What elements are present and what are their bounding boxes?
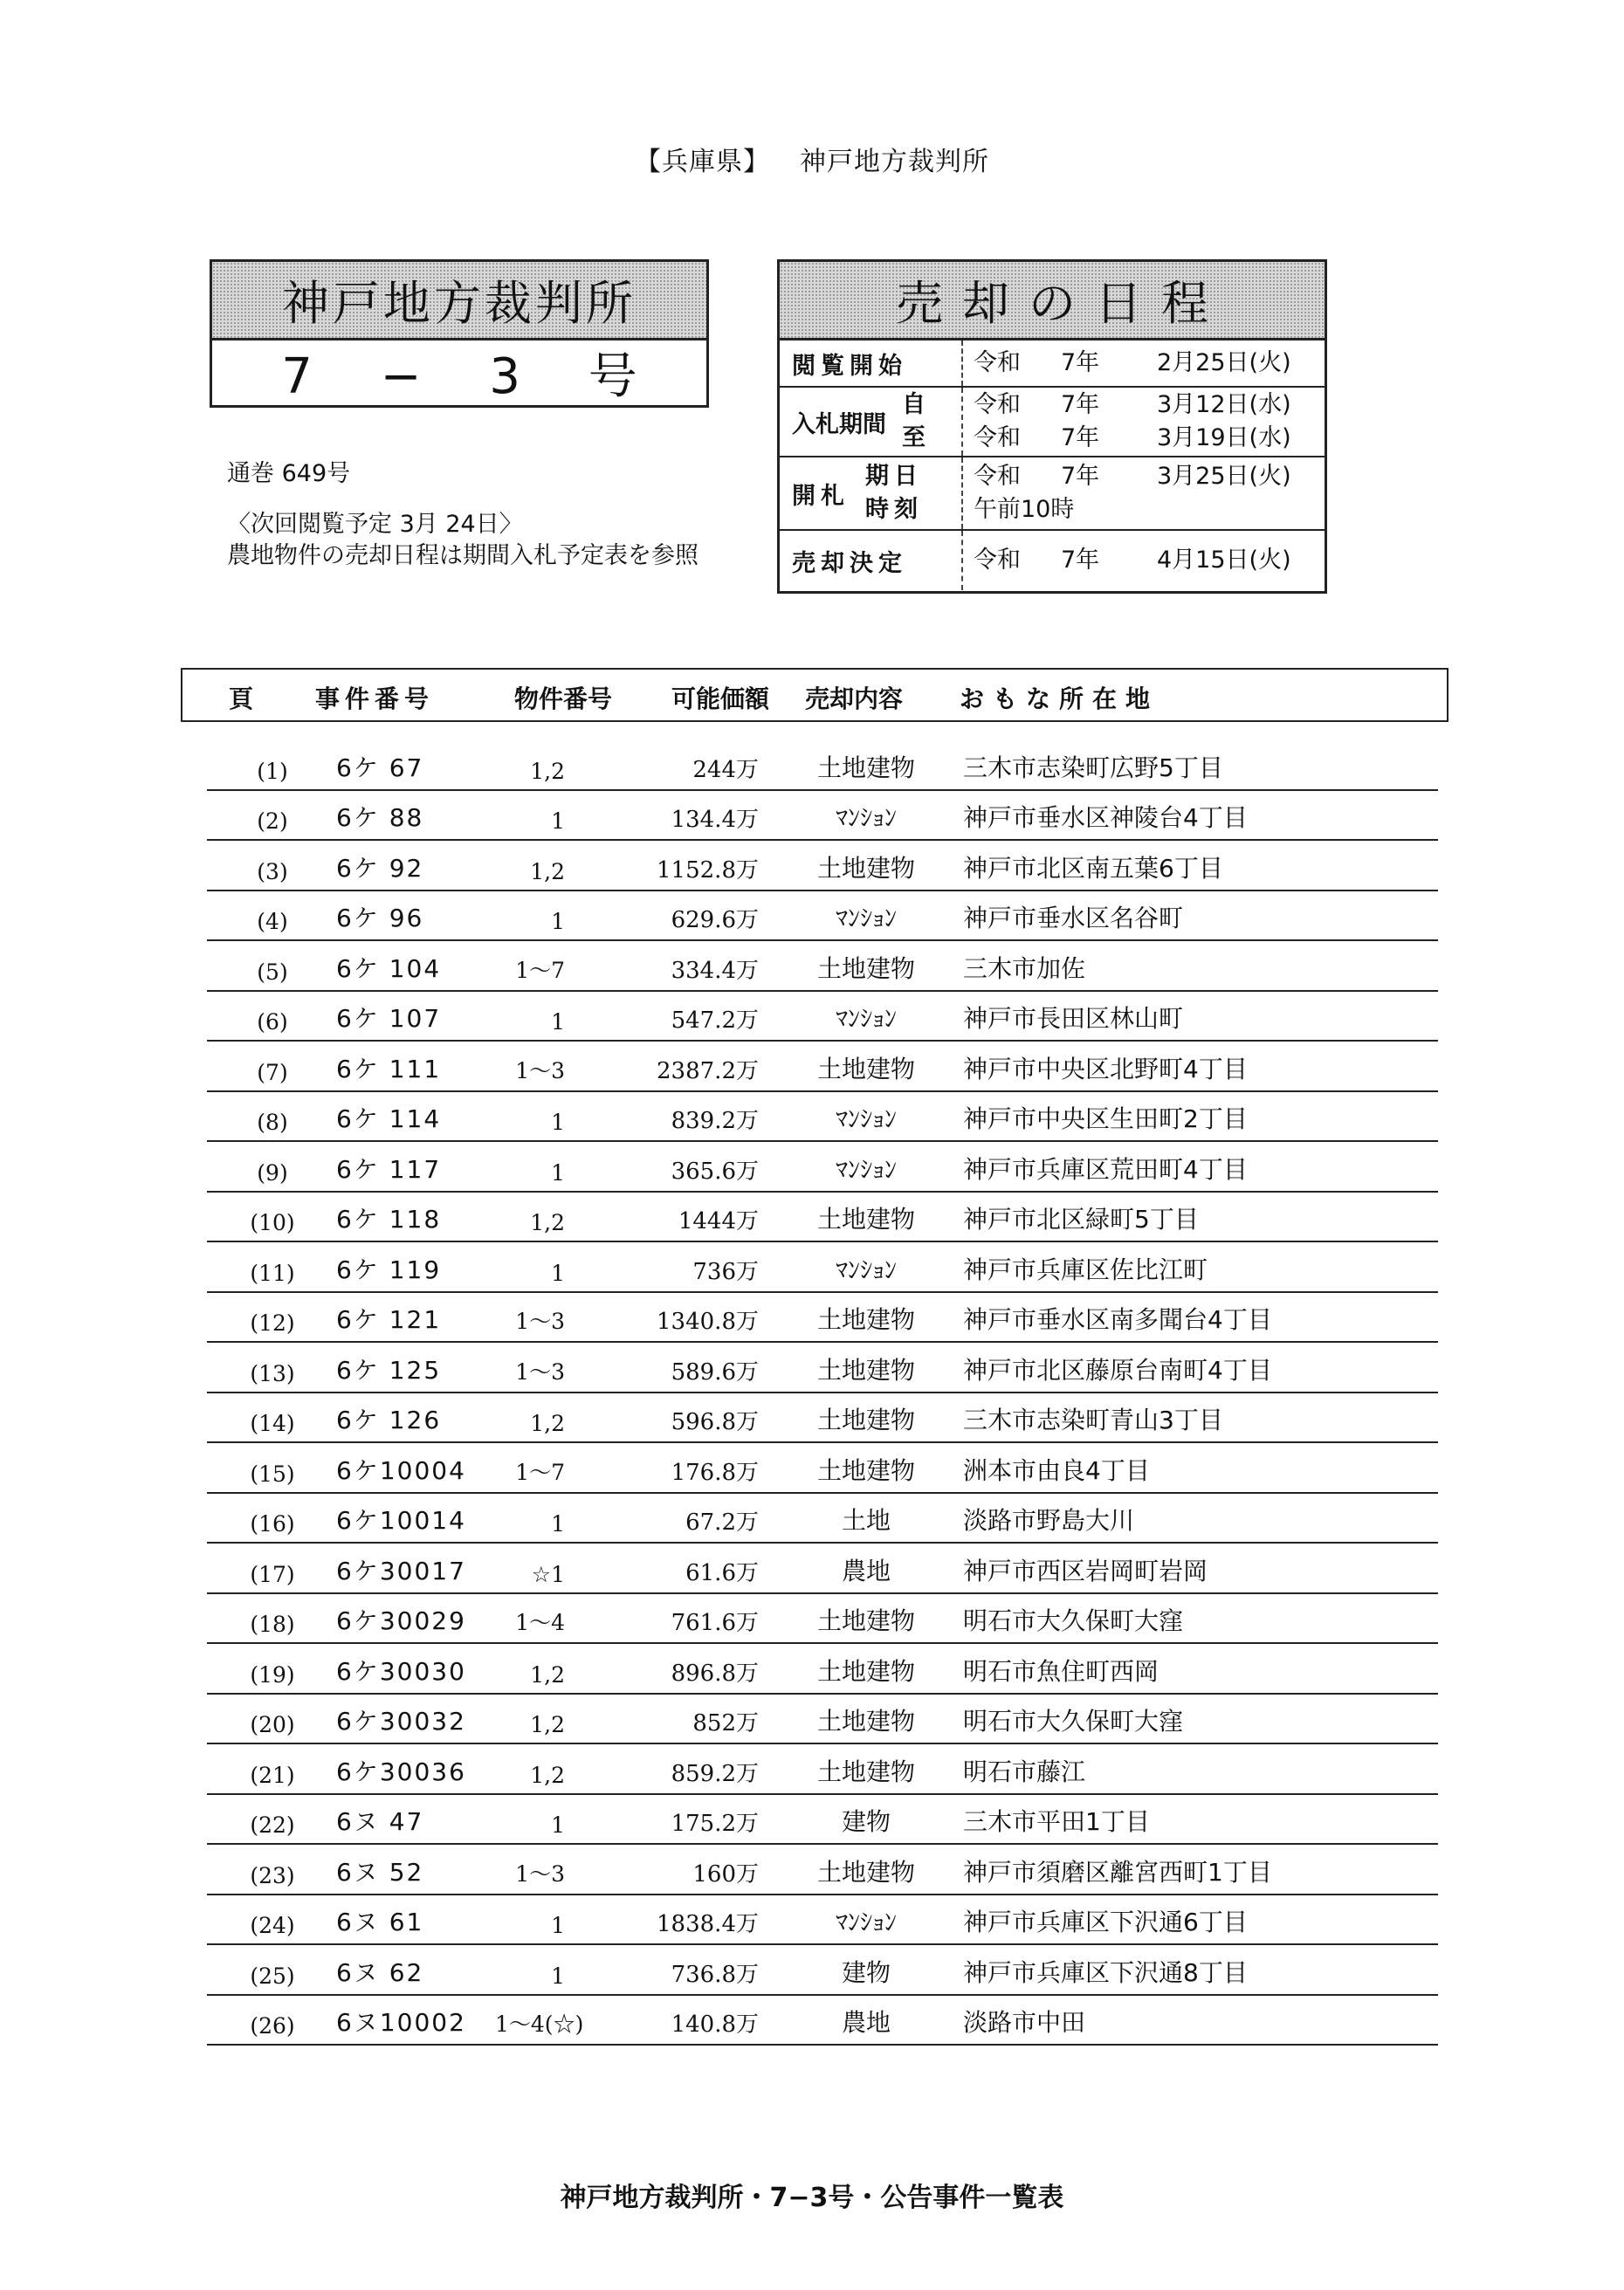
row-property-number: 1 — [551, 1511, 565, 1537]
table-row — [207, 1393, 1438, 1444]
header-case: 事件番号 — [315, 684, 435, 713]
prefecture-label: 【兵庫県】 — [635, 147, 770, 177]
row-property-number: 1〜7 — [515, 1459, 565, 1485]
header-kind: 売却内容 — [805, 684, 904, 713]
row-sale-type: ﾏﾝｼｮﾝ — [835, 1255, 897, 1284]
from-label: 自 — [902, 391, 931, 418]
row-case-number: 6ケ 121 — [336, 1305, 442, 1334]
row-property-number: 1 — [551, 1009, 565, 1035]
title-court: 神戸地方裁判所 — [212, 262, 706, 340]
row-page: (3) — [257, 858, 288, 884]
view-start-label: 閲覧開始 — [792, 352, 907, 380]
row-price: 761.6万 — [671, 1610, 759, 1636]
row-sale-type: ﾏﾝｼｮﾝ — [835, 1004, 897, 1033]
table-row — [207, 1092, 1438, 1143]
table-row — [207, 992, 1438, 1042]
row-price: 1444万 — [678, 1208, 759, 1234]
header-location: おもな所在地 — [960, 684, 1160, 713]
row-price: 859.2万 — [671, 1760, 759, 1787]
row-price: 1152.8万 — [657, 856, 759, 884]
row-case-number: 6ケ 111 — [336, 1054, 442, 1083]
row-property-number: 1〜3 — [515, 1309, 565, 1334]
table-row — [207, 1343, 1438, 1393]
row-price: 629.6万 — [671, 907, 759, 933]
header-prop: 物件番号 — [514, 684, 613, 713]
row-case-number: 6ケ 114 — [336, 1104, 442, 1133]
table-header — [181, 668, 1449, 722]
row-sale-type: ﾏﾝｼｮﾝ — [835, 904, 897, 932]
row-page: (16) — [250, 1511, 295, 1537]
row-location: 淡路市野島大川 — [963, 1506, 1135, 1535]
year: 7年 — [1061, 463, 1100, 490]
header-price: 可能価額 — [671, 684, 770, 713]
bid-period-label: 入札期間 — [792, 410, 886, 438]
row-location: 神戸市垂水区神陵台4丁目 — [963, 803, 1248, 832]
row-sale-type: 建物 — [841, 1957, 891, 1987]
row-property-number: 1,2 — [530, 1762, 565, 1788]
row-sale-type: 土地建物 — [816, 1757, 915, 1786]
row-price: 896.8万 — [671, 1660, 759, 1687]
row-price: 736万 — [692, 1258, 759, 1285]
title-issue: 7 − 3 号 — [281, 348, 664, 405]
opening-time: 午前10時 — [974, 496, 1075, 523]
table-row — [207, 1193, 1438, 1243]
row-case-number: 6ケ 126 — [336, 1406, 442, 1434]
era: 令和 — [974, 349, 1021, 376]
row-property-number: 1〜7 — [515, 957, 565, 983]
row-sale-type: 土地建物 — [816, 853, 915, 883]
row-page: (8) — [257, 1110, 288, 1135]
row-location: 神戸市北区藤原台南町4丁目 — [963, 1355, 1272, 1385]
row-sale-type: 土地建物 — [816, 753, 915, 782]
row-property-number: 1 — [551, 1913, 565, 1938]
decision-date: 4月15日(火) — [1157, 547, 1291, 574]
table-row — [207, 740, 1438, 791]
row-page: (2) — [257, 808, 288, 834]
row-case-number: 6ヌ 62 — [336, 1957, 424, 1987]
row-location: 明石市大久保町大窪 — [963, 1606, 1184, 1635]
row-sale-type: 農地 — [841, 1556, 891, 1585]
row-case-number: 6ケ30029 — [336, 1606, 466, 1635]
row-property-number: 1 — [551, 909, 565, 934]
row-case-number: 6ケ 67 — [336, 753, 424, 782]
row-page: (4) — [257, 909, 288, 934]
row-price: 61.6万 — [685, 1559, 759, 1586]
table-row — [207, 1242, 1438, 1293]
opening-label: 開札 — [792, 482, 850, 510]
row-case-number: 6ヌ 52 — [336, 1857, 424, 1887]
row-price: 334.4万 — [671, 957, 759, 984]
page-header — [0, 140, 1624, 178]
row-property-number: 1〜3 — [515, 1860, 565, 1887]
row-location: 神戸市須磨区離宮西町1丁目 — [963, 1857, 1272, 1887]
row-sale-type: 土地建物 — [816, 1606, 915, 1635]
row-price: 175.2万 — [671, 1811, 759, 1837]
row-page: (18) — [250, 1612, 295, 1637]
row-property-number: 1〜3 — [515, 1057, 565, 1083]
row-price: 1838.4万 — [657, 1911, 759, 1937]
row-page: (13) — [250, 1360, 295, 1386]
table-row — [207, 891, 1438, 942]
row-price: 839.2万 — [671, 1108, 759, 1134]
row-case-number: 6ヌ 61 — [336, 1908, 424, 1936]
table-row — [207, 1845, 1438, 1895]
row-page: (12) — [250, 1310, 295, 1336]
volume-number: 通巻 649号 — [227, 460, 351, 487]
row-case-number: 6ヌ 47 — [336, 1807, 424, 1836]
row-price: 67.2万 — [685, 1509, 759, 1536]
row-case-number: 6ケ 119 — [336, 1255, 442, 1284]
table-row — [207, 1744, 1438, 1795]
row-case-number: 6ケ 96 — [336, 904, 424, 932]
sale-schedule-box — [777, 259, 1327, 594]
row-location: 神戸市垂水区南多聞台4丁目 — [963, 1305, 1272, 1334]
row-property-number: 1 — [551, 1260, 565, 1286]
row-price: 365.6万 — [671, 1158, 759, 1185]
row-case-number: 6ケ 117 — [336, 1154, 442, 1184]
row-case-number: 6ケ30032 — [336, 1707, 466, 1736]
row-case-number: 6ケ 92 — [336, 853, 424, 883]
table-row — [207, 1494, 1438, 1544]
row-page: (14) — [250, 1411, 295, 1436]
row-location: 神戸市兵庫区下沢通8丁目 — [963, 1957, 1248, 1987]
year: 7年 — [1061, 547, 1100, 574]
row-sale-type: 土地建物 — [816, 1355, 915, 1385]
row-sale-type: 土地 — [841, 1506, 891, 1535]
row-case-number: 6ケ30036 — [336, 1757, 466, 1786]
row-property-number: 1,2 — [530, 1712, 565, 1737]
row-page: (26) — [250, 2013, 295, 2039]
farmland-note: 農地物件の売却日程は期間入札予定表を参照 — [227, 542, 698, 569]
row-location: 神戸市中央区生田町2丁目 — [963, 1104, 1248, 1133]
row-location: 神戸市北区緑町5丁目 — [963, 1205, 1199, 1234]
row-location: 神戸市西区岩岡町岩岡 — [963, 1556, 1208, 1585]
row-page: (21) — [250, 1762, 295, 1788]
row-property-number: 1,2 — [530, 858, 565, 884]
schedule-row-view-start — [780, 340, 1325, 388]
row-location: 神戸市長田区林山町 — [963, 1004, 1184, 1033]
row-page: (20) — [250, 1712, 295, 1737]
era: 令和 — [974, 424, 1021, 451]
decision-label: 売却決定 — [792, 549, 907, 577]
table-row — [207, 1443, 1438, 1494]
row-page: (9) — [257, 1159, 288, 1186]
row-location: 神戸市垂水区名谷町 — [963, 904, 1184, 932]
table-row — [207, 1895, 1438, 1946]
table-row — [207, 1293, 1438, 1344]
case-table — [207, 740, 1438, 2046]
row-case-number: 6ケ 118 — [336, 1205, 442, 1234]
table-row — [207, 1695, 1438, 1745]
table-row — [207, 1594, 1438, 1645]
row-property-number: 1,2 — [530, 1661, 565, 1688]
row-price: 244万 — [692, 756, 759, 783]
row-property-number: 1 — [551, 808, 565, 834]
row-property-number: 1,2 — [530, 1210, 565, 1235]
row-page: (5) — [257, 959, 288, 985]
row-page: (1) — [257, 758, 288, 784]
row-case-number: 6ケ30017 — [336, 1556, 466, 1585]
schedule-title: 売却の日程 — [780, 262, 1325, 340]
row-page: (22) — [250, 1812, 295, 1838]
next-view-note: 〈次回閲覧予定 3月 24日〉 — [227, 511, 523, 538]
table-row — [207, 791, 1438, 842]
row-page: (6) — [257, 1009, 288, 1035]
row-page: (19) — [250, 1661, 295, 1688]
row-sale-type: 土地建物 — [816, 1054, 915, 1083]
year: 7年 — [1061, 424, 1100, 451]
table-row — [207, 1042, 1438, 1092]
row-price: 2387.2万 — [657, 1057, 759, 1084]
schedule-row-decision — [780, 531, 1325, 590]
table-row — [207, 1544, 1438, 1594]
bid-from-date: 3月12日(水) — [1157, 391, 1291, 418]
row-sale-type: 土地建物 — [816, 1455, 915, 1485]
row-case-number: 6ケ10014 — [336, 1506, 466, 1535]
row-sale-type: 土地建物 — [816, 1857, 915, 1887]
row-property-number: 1 — [551, 1159, 565, 1186]
row-case-number: 6ケ 104 — [336, 953, 442, 983]
row-price: 134.4万 — [671, 807, 759, 833]
era: 令和 — [974, 547, 1021, 574]
table-row — [207, 1644, 1438, 1695]
row-price: 736.8万 — [671, 1961, 759, 1988]
row-location: 神戸市中央区北野町4丁目 — [963, 1054, 1248, 1083]
row-location: 三木市平田1丁目 — [963, 1807, 1150, 1836]
row-page: (23) — [250, 1862, 295, 1888]
opening-date: 3月25日(火) — [1157, 463, 1291, 490]
row-page: (11) — [250, 1260, 295, 1286]
row-case-number: 6ケ30030 — [336, 1656, 466, 1686]
to-label: 至 — [902, 424, 931, 451]
row-price: 140.8万 — [671, 2011, 759, 2038]
row-property-number: 1〜4(☆) — [495, 2011, 584, 2037]
row-sale-type: 土地建物 — [816, 1707, 915, 1736]
schedule-row-bid-period — [780, 388, 1325, 457]
row-property-number: 1 — [551, 1110, 565, 1135]
table-row — [207, 941, 1438, 992]
table-row — [207, 1996, 1438, 2046]
row-page: (7) — [257, 1059, 288, 1085]
row-location: 三木市志染町広野5丁目 — [963, 753, 1223, 782]
row-sale-type: 建物 — [841, 1807, 891, 1836]
row-sale-type: 土地建物 — [816, 1205, 915, 1234]
row-price: 596.8万 — [671, 1409, 759, 1435]
row-sale-type: 土地建物 — [816, 1406, 915, 1434]
notes — [227, 509, 698, 572]
row-location: 明石市大久保町大窪 — [963, 1707, 1184, 1736]
header-page: 頁 — [229, 684, 254, 713]
row-page: (10) — [250, 1210, 295, 1235]
row-price: 589.6万 — [671, 1358, 759, 1386]
row-sale-type: 農地 — [841, 2008, 891, 2037]
row-page: (15) — [250, 1461, 295, 1487]
row-case-number: 6ケ10004 — [336, 1455, 466, 1485]
row-sale-type: 土地建物 — [816, 1305, 915, 1334]
row-sale-type: 土地建物 — [816, 1656, 915, 1686]
row-price: 160万 — [692, 1860, 759, 1888]
row-property-number: 1〜3 — [515, 1358, 565, 1385]
row-page: (17) — [250, 1561, 295, 1587]
row-location: 明石市魚住町西岡 — [963, 1656, 1160, 1686]
row-sale-type: ﾏﾝｼｮﾝ — [835, 803, 897, 832]
row-location: 神戸市北区南五葉6丁目 — [963, 853, 1223, 883]
row-page: (25) — [250, 1963, 295, 1989]
row-location: 明石市藤江 — [963, 1757, 1086, 1786]
row-price: 1340.8万 — [657, 1309, 759, 1335]
bid-to-date: 3月19日(水) — [1157, 424, 1291, 451]
row-page: (24) — [250, 1913, 295, 1938]
row-sale-type: ﾏﾝｼｮﾝ — [835, 1908, 897, 1936]
row-property-number: 1 — [551, 1812, 565, 1838]
view-start-date: 2月25日(火) — [1157, 349, 1291, 376]
row-sale-type: ﾏﾝｼｮﾝ — [835, 1154, 897, 1184]
row-location: 三木市加佐 — [963, 953, 1086, 983]
table-row — [207, 1795, 1438, 1846]
row-property-number: 1 — [551, 1963, 565, 1989]
table-row — [207, 1142, 1438, 1193]
row-case-number: 6ヌ10002 — [336, 2008, 466, 2037]
schedule-row-opening — [780, 457, 1325, 531]
year: 7年 — [1061, 349, 1100, 376]
row-case-number: 6ケ 88 — [336, 803, 424, 832]
row-location: 三木市志染町青山3丁目 — [963, 1406, 1223, 1434]
table-row — [207, 841, 1438, 891]
row-property-number: 1〜4 — [515, 1610, 565, 1635]
row-price: 852万 — [692, 1710, 759, 1736]
title-box — [210, 259, 709, 408]
court-label: 神戸地方裁判所 — [800, 147, 989, 177]
year: 7年 — [1061, 391, 1100, 418]
table-row — [207, 1945, 1438, 1996]
time-label: 時刻 — [865, 496, 923, 523]
row-location: 淡路市中田 — [963, 2008, 1086, 2037]
row-location: 神戸市兵庫区佐比江町 — [963, 1255, 1208, 1284]
row-property-number: ☆1 — [531, 1561, 565, 1587]
row-location: 神戸市兵庫区荒田町4丁目 — [963, 1154, 1248, 1184]
row-location: 洲本市由良4丁目 — [963, 1455, 1150, 1485]
era: 令和 — [974, 391, 1021, 418]
row-price: 176.8万 — [671, 1459, 759, 1486]
date-label: 期日 — [865, 463, 923, 490]
row-property-number: 1,2 — [530, 758, 565, 784]
era: 令和 — [974, 463, 1021, 490]
page-footer: 神戸地方裁判所・7−3号・公告事件一覧表 — [560, 2183, 1064, 2213]
row-location: 神戸市兵庫区下沢通6丁目 — [963, 1908, 1248, 1936]
row-property-number: 1,2 — [530, 1411, 565, 1436]
row-case-number: 6ケ 107 — [336, 1004, 442, 1033]
row-price: 547.2万 — [671, 1007, 759, 1034]
row-sale-type: 土地建物 — [816, 953, 915, 983]
row-sale-type: ﾏﾝｼｮﾝ — [835, 1104, 897, 1133]
row-case-number: 6ケ 125 — [336, 1355, 442, 1385]
